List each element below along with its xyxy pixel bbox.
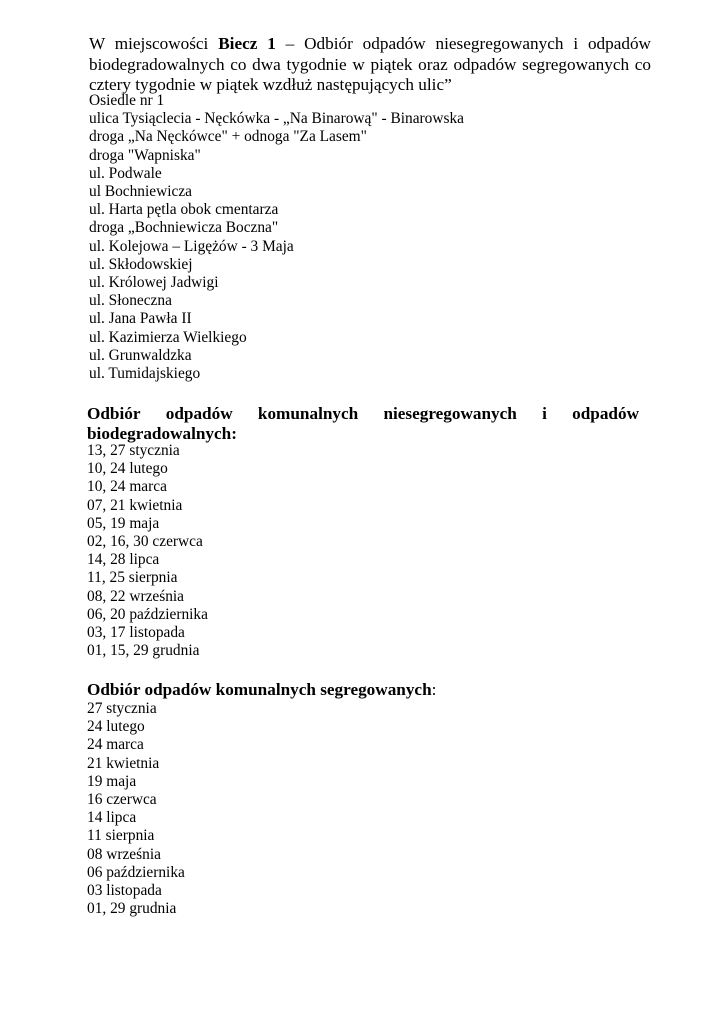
streets-list	[89, 92, 464, 383]
street-item: ul. Tumidajskiego	[89, 365, 201, 383]
date-item: 11, 25 sierpnia	[87, 569, 178, 587]
date-item: 08 września	[87, 845, 161, 863]
street-item: ul. Harta pętla obok cmentarza	[89, 201, 279, 219]
street-item: ul. Skłodowskiej	[89, 255, 193, 273]
date-item: 07, 21 kwietnia	[87, 496, 183, 514]
street-item: droga "Wapniska"	[89, 146, 201, 164]
street-item: ul Bochniewicza	[89, 183, 192, 201]
date-item: 24 marca	[87, 736, 144, 754]
street-item: ulica Tysiąclecia - Nęckówka - „Na Binarową" - Binarowska	[89, 110, 465, 128]
date-item: 10, 24 lutego	[87, 460, 168, 478]
heading-word: i	[542, 404, 547, 423]
street-item: ul. Kolejowa – Ligężów - 3 Maja	[89, 237, 294, 255]
date-item: 14 lipca	[87, 809, 137, 827]
date-item: 02, 16, 30 czerwca	[87, 533, 203, 551]
street-item: ul. Jana Pawła II	[89, 310, 192, 328]
date-item: 14, 28 lipca	[87, 551, 160, 569]
street-item: droga „Bochniewicza Boczna"	[89, 219, 279, 237]
date-item: 08, 22 września	[87, 587, 185, 605]
sorted-waste-heading-colon: :	[431, 680, 437, 699]
heading-word: Odbiór	[87, 404, 141, 423]
unsorted-waste-heading	[87, 404, 639, 444]
date-item: 06, 20 października	[87, 605, 208, 623]
date-item: 21 kwietnia	[87, 754, 160, 772]
date-item: 11 sierpnia	[87, 827, 155, 845]
street-item: ul. Kazimierza Wielkiego	[89, 328, 247, 346]
unsorted-waste-heading-line1	[87, 404, 639, 424]
sorted-waste-heading-text: Odbiór odpadów komunalnych segregowanych	[87, 680, 432, 699]
unsorted-waste-dates	[87, 442, 208, 660]
heading-word: komunalnych	[257, 404, 359, 423]
date-item: 24 lutego	[87, 718, 145, 736]
date-item: 19 maja	[87, 772, 137, 790]
date-item: 01, 15, 29 grudnia	[87, 642, 200, 660]
intro-prefix: W miejscowości	[89, 34, 219, 53]
date-item: 03, 17 listopada	[87, 624, 185, 642]
date-item: 27 stycznia	[87, 700, 157, 717]
heading-word: odpadów	[572, 404, 639, 423]
street-item: ul. Grunwaldzka	[89, 346, 192, 364]
sorted-waste-heading	[87, 680, 436, 700]
street-item: ul. Podwale	[89, 164, 162, 182]
street-item: Osiedle nr 1	[89, 92, 165, 109]
date-item: 13, 27 stycznia	[87, 442, 180, 459]
street-item: ul. Słoneczna	[89, 292, 172, 310]
intro-place: Biecz 1	[218, 34, 276, 53]
street-item: ul. Królowej Jadwigi	[89, 274, 219, 292]
street-item: droga „Na Nęckówce" + odnoga "Za Lasem"	[89, 128, 367, 146]
heading-word: odpadów	[165, 404, 233, 423]
date-item: 16 czerwca	[87, 791, 157, 809]
intro-text: – Odbiór odpadów niesegregowanych i odpadów biodegradowalnych co dwa tygodnie w piątek oraz odpadów segregowanych co cztery tygodnie w piątek wzdłuż następujących ulic”	[89, 34, 651, 95]
date-item: 01, 29 grudnia	[87, 900, 177, 918]
date-item: 06 października	[87, 863, 185, 881]
date-item: 05, 19 maja	[87, 514, 160, 532]
unsorted-waste-heading-line2: biodegradowalnych:	[87, 424, 237, 443]
sorted-waste-dates	[87, 700, 185, 918]
date-item: 10, 24 marca	[87, 478, 167, 496]
date-item: 03 listopada	[87, 882, 162, 900]
intro-paragraph	[89, 34, 651, 96]
heading-word: niesegregowanych	[383, 404, 517, 423]
